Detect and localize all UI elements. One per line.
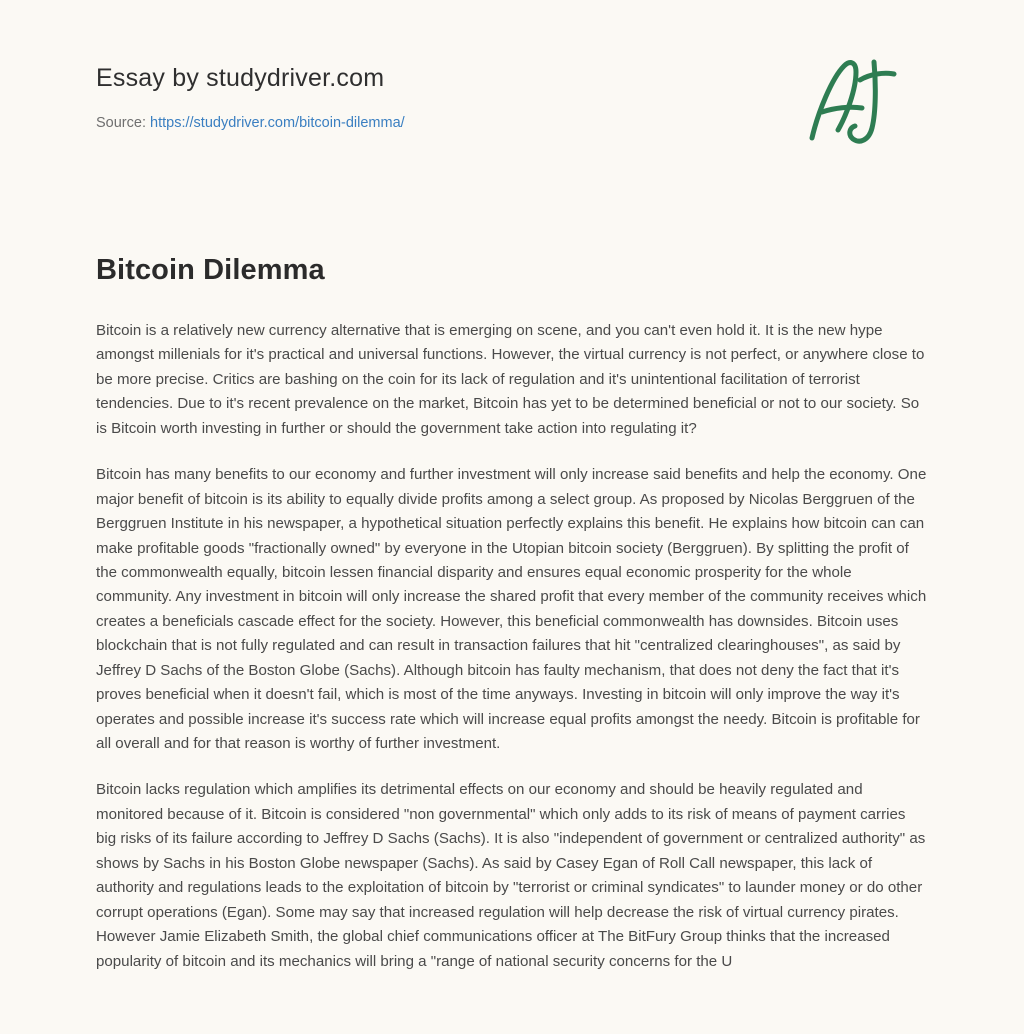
- source-url-link[interactable]: https://studydriver.com/bitcoin-dilemma/: [150, 115, 405, 131]
- studydriver-monogram-logo-icon: [798, 54, 918, 150]
- page-title: Bitcoin Dilemma: [96, 254, 325, 286]
- source-line: [96, 115, 405, 131]
- paragraph: Bitcoin has many benefits to our economy and further investment will only increase said benefits and help the economy. One major benefit of bitcoin is its ability to equally divide profits among a select group. As proposed by Nicolas Berggruen of the Berggruen Institute in his newspaper, a hypothetical situation perfectly explains this benefit. He explains how bitcoin can can make profitable goods "fractionally owned" by everyone in the Utopian bitcoin society (Berggruen). By splitting the profit of the commonwealth equally, bitcoin lessen financial disparity and ensures equal economic prosperity for the whole community. Any investment in bitcoin will only increase the shared profit that every member of the community receives which creates a beneficials cascade effect for the society. However, this beneficial commonwealth has downsides. Bitcoin uses blockchain that is not fully regulated and can result in transaction failures that hit "centralized clearinghouses", as said by Jeffrey D Sachs of the Boston Globe (Sachs). Although bitcoin has faulty mechanism, that does not deny the fact that it's proves beneficial when it doesn't fail, which is most of the time anyways. Investing in bitcoin will only improve the way it's operates and possible increase it's success rate which will increase equal profits amongst the needy. Bitcoin is profitable for all overall and for that reason is worthy of further investment.: [96, 466, 927, 752]
- paragraph: Bitcoin is a relatively new currency alternative that is emerging on scene, and you can't even hold it. It is the new hype amongst millenials for it's practical and universal functions. However, the virtual currency is not perfect, or anywhere close to be more precise. Critics are bashing on the coin for its lack of regulation and it's unintentional facilitation of terrorist tendencies. Due to it's recent prevalence on the market, Bitcoin has yet to be determined beneficial or not to our society. So is Bitcoin worth investing in further or should the government take action into regulating it?: [96, 322, 925, 437]
- document-header: [96, 56, 928, 150]
- paragraph: Bitcoin lacks regulation which amplifies its detrimental effects on our economy and should be heavily regulated and monitored because of it. Bitcoin is considered "non governmental" which only adds to its risk of means of payment carries big risks of its failure according to Jeffrey D Sachs (Sachs). It is also "independent of government or centralized authority" as shows by Sachs in his Boston Globe newspaper (Sachs). As said by Casey Egan of Roll Call newspaper, this lack of authority and regulations leads to the exploitation of bitcoin by "terrorist or criminal syndicates" to launder money or do other corrupt operations (Egan). Some may say that increased regulation will help decrease the risk of virtual currency pirates. However Jamie Elizabeth Smith, the global chief communications officer at The BitFury Group thinks that the increased popularity of bitcoin and its mechanics will bring a "range of national security concerns for the U: [96, 781, 926, 970]
- source-label: Source:: [96, 115, 146, 131]
- document-body: [96, 319, 928, 974]
- essay-byline: Essay by studydriver.com: [96, 64, 385, 92]
- header-text-block: [96, 56, 405, 131]
